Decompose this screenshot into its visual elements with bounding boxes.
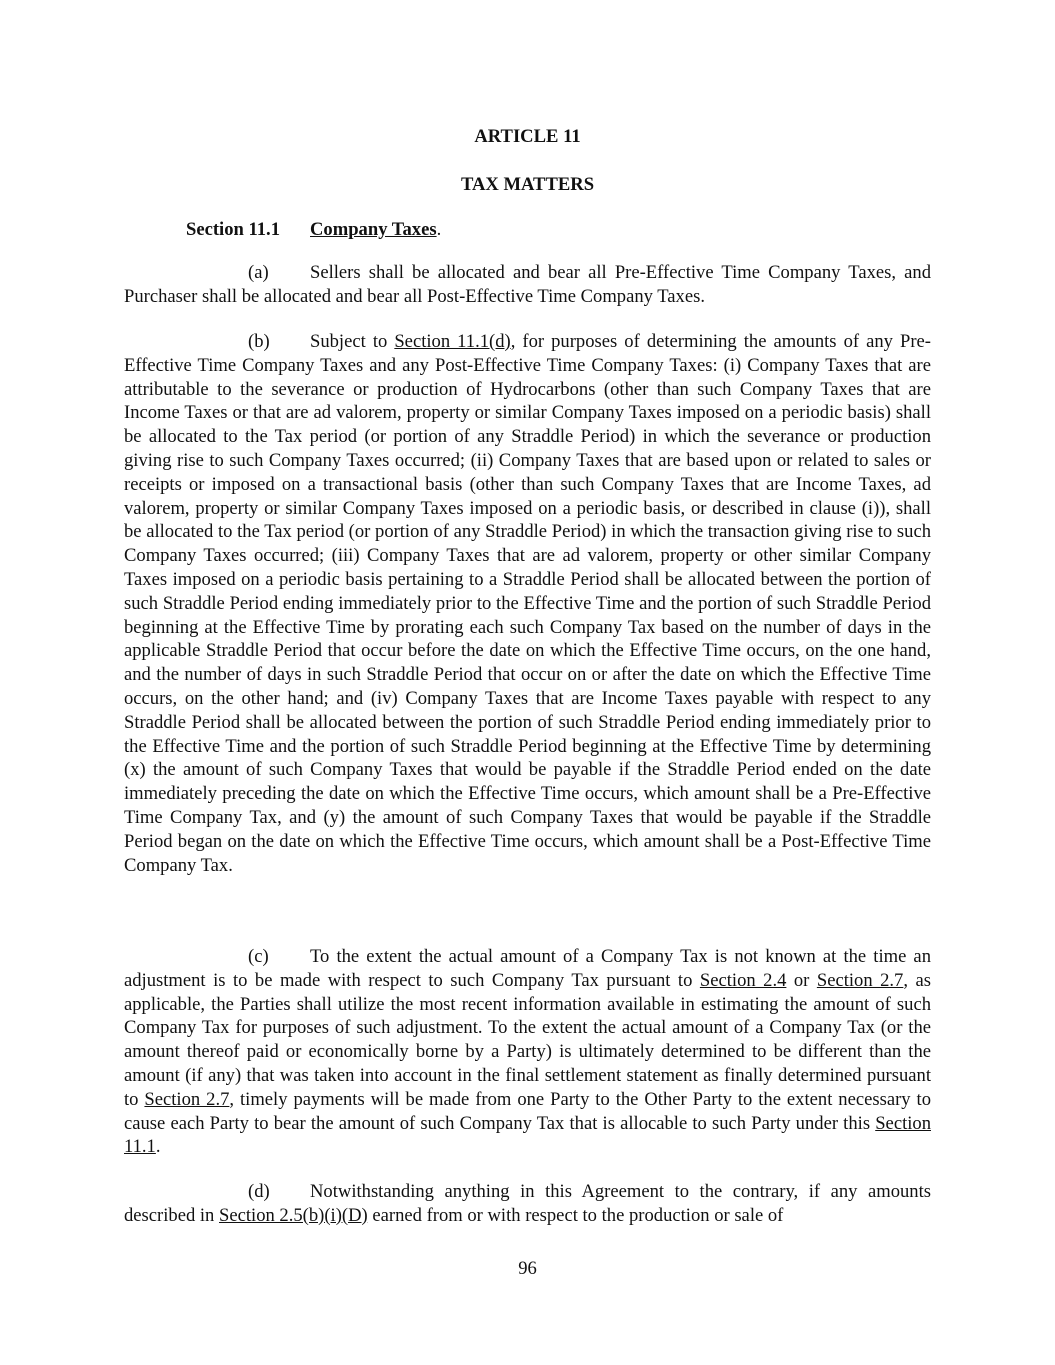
paragraph-c-text-1: To the extent the actual amount of a Company Tax is not known at the time an adjustment is to be made with respect to such Company Tax pursuant to [124,946,931,991]
paragraph-d-text-2: earned from or with respect to the production or sale of [367,1204,784,1226]
paragraph-c-text-4: , timely payments will be made from one Party to the Other Party to the extent necessary to cause each Party to bear the amount of such Company Tax that is allocable to such Party under this [124,1088,931,1134]
page-number: 96 [518,1258,537,1279]
paragraph-c-text-3: , as applicable, the Parties shall utilize the most recent information available in estimating the amount of such Company Tax for purposes of such adjustment. To the extent the actual amount of a Company Tax (or the amount thereof paid or economically borne by a Party) is ultimately determined to be different than the amount (if any) that was taken into account in the final settlement statement as finally determined pursuant to [124,969,931,1110]
paragraph-a-label: (a) [248,262,269,283]
paragraph-c-text-2: or [786,969,817,991]
paragraph-c-label: (c) [248,946,269,967]
section-ref-link: Section 2.7 [816,969,904,991]
section-ref-link: Section 2.7 [144,1088,230,1110]
paragraph-b-text: , for purposes of determining the amounts of any Pre-Effective Time Company Taxes and any Post-Effective Time Company Taxes: (i) Company Taxes that are attributable to the severance or production of Hydrocarbons (other than such Company Taxes that are Income Taxes or that are ad valorem, property or similar Company Taxes imposed on a periodic basis) shall be allocated to the Tax period (or portion of any Straddle Period) in which the severance or production giving rise to such Company Taxes occurred; (ii) Company Taxes that are based upon or related to sales or receipts or imposed on a transactional basis (other than such Company Taxes that are Income Taxes, ad valorem, property or similar Company Taxes imposed on a periodic basis, or described in clause (i)), shall be allocated to the Tax period (or portion of any Straddle Period) in which the transaction giving rise to such Company Taxes occurred; (iii) Company Taxes that are ad valorem, property or other similar Company Taxes imposed on a periodic basis pertaining to a Straddle Period shall be allocated between the portion of such Straddle Period ending immediately prior to the Effective Time and the portion of such Straddle Period beginning at the Effective Time by prorating each such Company Tax based on the number of days in the applicable Straddle Period that occur before the date on which the Effective Time occurs, on the one hand, and the number of days in such Straddle Period that occur on or after the date on which the Effective Time occurs, on the other hand; and (iv) Company Taxes that are Income Taxes payable with respect to any Straddle Period shall be allocated between the portion of such Straddle Period ending immediately prior to the Effective Time and the portion of such Straddle Period beginning at the Effective Time by determining (x) the amount of such Company Taxes that would be payable if the Straddle Period ended on the date immediately preceding the date on which the Effective Time occurs, which amount shall be a Pre-Effective Time Company Tax, and (y) the amount of such Company Taxes that would be payable if the Straddle Period began on the date on which the Effective Time occurs, which amount shall be a Post-Effective Time Company Tax. [124,331,931,876]
section-ref-link: Section 11.1 [124,1112,931,1158]
article-title: TAX MATTERS [460,174,595,195]
paragraph-b [124,330,931,877]
paragraph-d-label: (d) [248,1181,270,1202]
section-ref-link: Section 11.1(d) [394,331,511,352]
paragraph-b-pre: Subject to [310,331,395,352]
paragraph-c-text-5: . [155,1136,161,1158]
paragraph-a-text: Sellers shall be allocated and bear all Pre-Effective Time Company Taxes, and Purchaser shall be allocated and bear all Post-Effective Time Company Taxes. [124,262,931,307]
paragraph-c [124,945,931,1159]
article-number: ARTICLE 11 [474,126,581,147]
section-ref-link: Section 2.5(b)(i)(D) [219,1204,368,1226]
section-title-suffix: . [436,219,442,240]
section-heading [186,218,441,242]
section-ref-link: Section 2.4 [699,969,787,991]
paragraph-a [124,261,931,309]
section-number: Section 11.1 [186,219,281,240]
paragraph-d [124,1180,931,1228]
section-title: Company Taxes [310,219,437,240]
paragraph-d-text-1: Notwithstanding anything in this Agreement to the contrary, if any amounts described in [124,1181,931,1226]
paragraph-b-label: (b) [248,331,270,352]
